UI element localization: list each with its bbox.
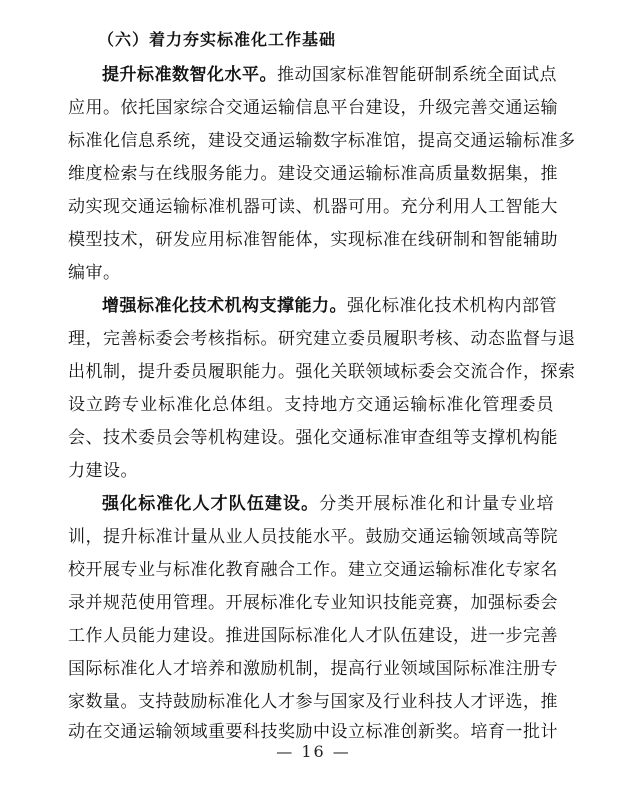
page-number: — 16 —: [276, 742, 351, 761]
paragraph-1-line-4: 维度检索与在线服务能力。建设交通运输标准高质量数据集，推: [68, 164, 558, 184]
paragraph-1-lead: 提升标准数智化水平。: [102, 65, 277, 85]
paragraph-2-line-1: [102, 294, 557, 318]
paragraph-2-lead: 增强标准化技术机构支撑能力。: [102, 296, 347, 316]
paragraph-3-line-4: 录并规范使用管理。开展标准化专业知识技能竞赛，加强标委会: [68, 593, 558, 613]
paragraph-1-line-6: 模型技术，研发应用标准智能体，实现标准在线研制和智能辅助: [68, 230, 558, 250]
paragraph-1-line-2: 应用。依托国家综合交通运输信息平台建设，升级完善交通运输: [68, 98, 558, 118]
paragraph-2-line-6: 力建设。: [68, 461, 138, 481]
paragraph-2-text: 强化标准化技术机构内部管: [347, 296, 557, 316]
paragraph-3-line-8: 动在交通运输领域重要科技奖励中设立标准创新奖。培育一批计: [68, 722, 558, 742]
paragraph-2-line-4: 设立跨专业标准化总体组。支持地方交通运输标准化管理委员: [68, 395, 554, 415]
paragraph-2-line-3: 出机制，提升委员履职能力。强化关联领域标委会交流合作，探索: [68, 362, 576, 382]
paragraph-2-line-5: 会、技术委员会等机构建设。强化交通标准审查组等支撑机构能: [68, 428, 558, 448]
paragraph-3-line-6: 国际标准化人才培养和激励机制，提高行业领域国际标准注册专: [68, 659, 558, 679]
paragraph-2-line-2: 理，完善标委会考核指标。研究建立委员履职考核、动态监督与退: [68, 329, 576, 349]
paragraph-3-line-2: 训，提升标准计量从业人员技能水平。鼓励交通运输领域高等院: [68, 527, 558, 547]
paragraph-1-text: 推动国家标准智能研制系统全面试点: [277, 65, 557, 85]
paragraph-3-line-7: 家数量。支持鼓励标准化人才参与国家及行业科技人才评选，推: [68, 692, 558, 712]
section-heading: （六）着力夯实标准化工作基础: [98, 30, 337, 49]
paragraph-3-line-5: 工作人员能力建设。推进国际标准化人才队伍建设，进一步完善: [68, 626, 558, 646]
paragraph-1-line-7: 编审。: [68, 263, 121, 283]
paragraph-3-text: 分类开展标准化和计量专业培: [319, 494, 554, 514]
paragraph-3-lead: 强化标准化人才队伍建设。: [102, 494, 320, 514]
paragraph-1-line-5: 动实现交通运输标准机器可读、机器可用。充分利用人工智能大: [68, 197, 558, 217]
paragraph-3-line-1: [102, 492, 554, 516]
paragraph-3-line-3: 校开展专业与标准化教育融合工作。建立交通运输标准化专家名: [68, 560, 558, 580]
paragraph-1-line-1: [102, 63, 557, 87]
paragraph-1-line-3: 标准化信息系统，建设交通运输数字标准馆，提高交通运输标准多: [68, 131, 576, 151]
